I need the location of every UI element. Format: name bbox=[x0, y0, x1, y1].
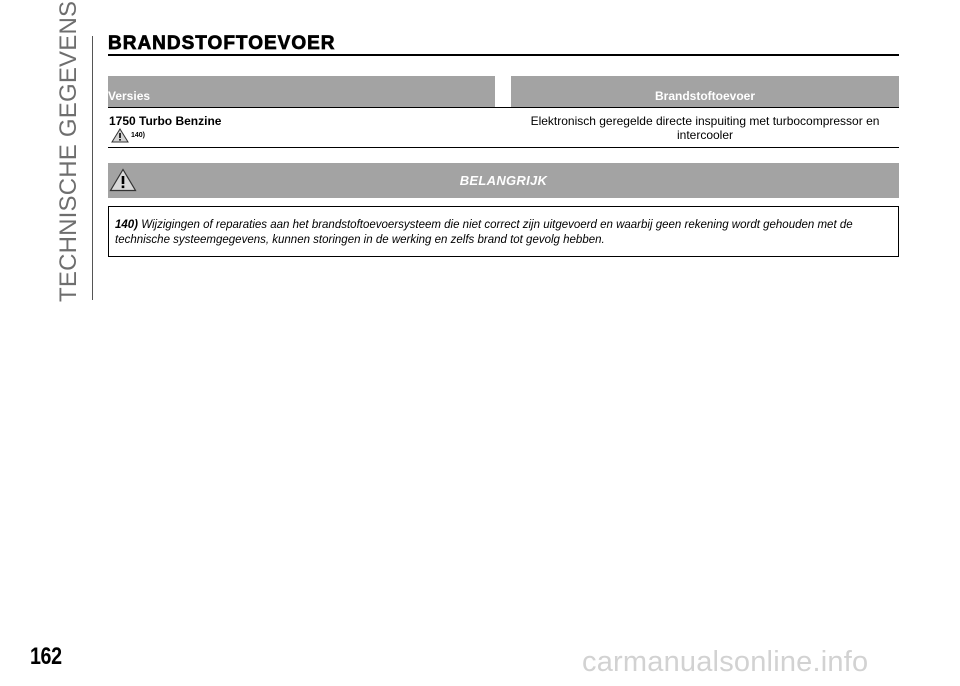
table-header-fuel-supply: Brandstoftoevoer bbox=[511, 76, 899, 107]
side-tab bbox=[52, 0, 86, 302]
important-ref: 140) bbox=[115, 219, 139, 231]
title-rule bbox=[108, 54, 899, 56]
table-row-version: 1750 Turbo Benzine bbox=[109, 114, 222, 128]
side-rule bbox=[92, 36, 93, 300]
table-row-fuel-supply: Elektronisch geregelde directe inspuiting met turbocompressor en intercooler bbox=[530, 114, 880, 142]
table-header-versions: Versies bbox=[108, 76, 495, 107]
page-number: 162 bbox=[30, 643, 62, 670]
important-title: BELANGRIJK bbox=[459, 173, 548, 188]
important-notice bbox=[108, 206, 899, 257]
table-header-rule bbox=[108, 107, 899, 108]
table-row-footnote-ref[interactable]: 140) bbox=[131, 132, 146, 139]
important-text: Wijzigingen of reparaties aan het brandstoftoevoersysteem die niet correct zijn uitgevoerd en waarbij geen rekening wordt gehouden met de technische systeemgegevens, kunnen storingen in de werking en zelfs brand tot gevolg hebben. bbox=[115, 219, 853, 246]
side-tab-label: TECHNISCHE GEGEVENS bbox=[55, 0, 82, 302]
warning-triangle-icon bbox=[111, 128, 129, 143]
section-title: BRANDSTOFTOEVOER bbox=[108, 33, 336, 54]
watermark: carmanualsonline.info bbox=[582, 646, 869, 678]
table-row-rule bbox=[108, 147, 899, 148]
